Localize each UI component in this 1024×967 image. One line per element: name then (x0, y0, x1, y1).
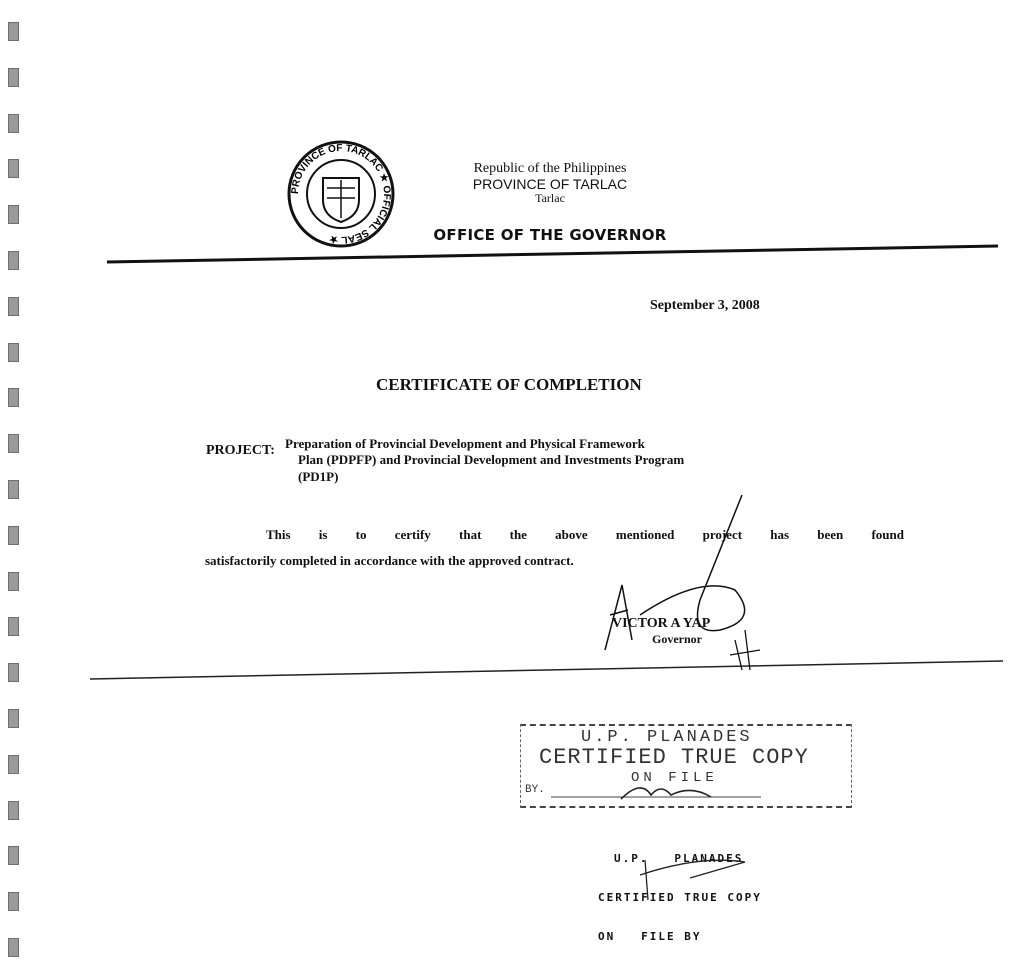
office-title: OFFICE OF THE GOVERNOR (433, 226, 667, 244)
stamp2-certified: CERTIFIED TRUE COPY (598, 891, 762, 904)
republic-line: Republic of the Philippines (473, 161, 627, 176)
body-line-1: This is to certify that the above mentioned project has been found (266, 527, 904, 542)
stamp2-org: U.P. PLANADES (614, 852, 744, 865)
stamp-by: BY. (525, 784, 545, 796)
stamp-certified: CERTIFIED TRUE COPY (539, 745, 809, 770)
project-line-1: Preparation of Provincial Development and Physical Framework (285, 436, 645, 451)
signatory-position: Governor (652, 632, 702, 646)
svg-text:PROVINCE OF TARLAC ★ OFFICIAL: PROVINCE OF TARLAC ★ OFFICIAL SEAL ★ (289, 142, 393, 246)
body-line-2: satisfactorily completed in accordance with the approved contract. (205, 553, 574, 568)
signatory-name: VICTOR A YAP (612, 616, 711, 631)
document-title: CERTIFICATE OF COMPLETION (376, 375, 642, 394)
stamp-org: U.P. PLANADES (581, 728, 753, 747)
date: September 3, 2008 (650, 298, 760, 313)
city-line: Tarlac (535, 191, 565, 205)
stamp2-on-file: ON FILE BY (598, 930, 702, 943)
project-line-3: (PD1P) (298, 469, 339, 484)
stamp-on-file: ON FILE (631, 770, 718, 786)
project-label: PROJECT: (206, 443, 275, 458)
project-line-2: Plan (PDPFP) and Provincial Development and Investments Program (298, 452, 685, 467)
province-line: PROVINCE OF TARLAC (472, 176, 628, 192)
